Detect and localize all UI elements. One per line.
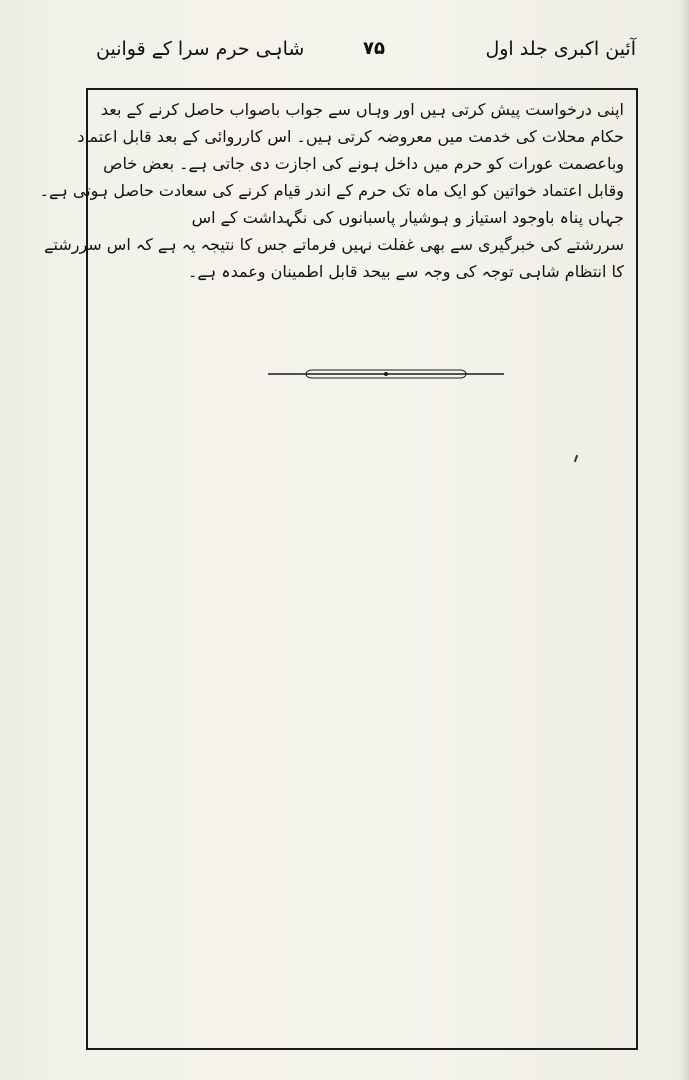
text-line-1: اپنی درخواست پیش کرتی ہیں اور وہاں سے جواب باصواب حاصل کرنے کے بعد: [100, 100, 624, 119]
text-line-2: حکام محلات کی خدمت میں معروضہ کرتی ہیں۔ اس کارروائی کے بعد قابل اعتماد: [77, 127, 624, 146]
text-line-4: وقابل اعتماد خواتین کو ایک ماہ تک حرم کے اندر قیام کرنے کی سعادت حاصل ہوتی ہے۔: [39, 181, 624, 200]
body-text: [39, 96, 624, 285]
section-end-ornament: [268, 364, 504, 384]
text-line-6: سررشتے کی خبرگیری سے بھی غفلت نہیں فرماتے جس کا نتیجہ یہ ہے کہ اس سررشتے: [44, 235, 624, 254]
chapter-title: شاہی حرم سرا کے قوانین: [96, 38, 305, 60]
text-line-5: جہاں پناہ باوجود استیاز و ہوشیار پاسبانوں کی نگہداشت کے اس: [191, 208, 624, 227]
running-head: [96, 34, 636, 68]
text-line-3: وباعصمت عورات کو حرم میں داخل ہونے کی اجازت دی جاتی ہے۔ بعض خاص: [103, 154, 624, 173]
book-title: آئین اکبری جلد اول: [485, 38, 636, 60]
page-number: ۷۵: [363, 38, 385, 59]
text-line-7: کا انتظام شاہی توجہ کی وجہ سے بیحد قابل اطمینان وعمدہ ہے۔: [187, 262, 624, 281]
